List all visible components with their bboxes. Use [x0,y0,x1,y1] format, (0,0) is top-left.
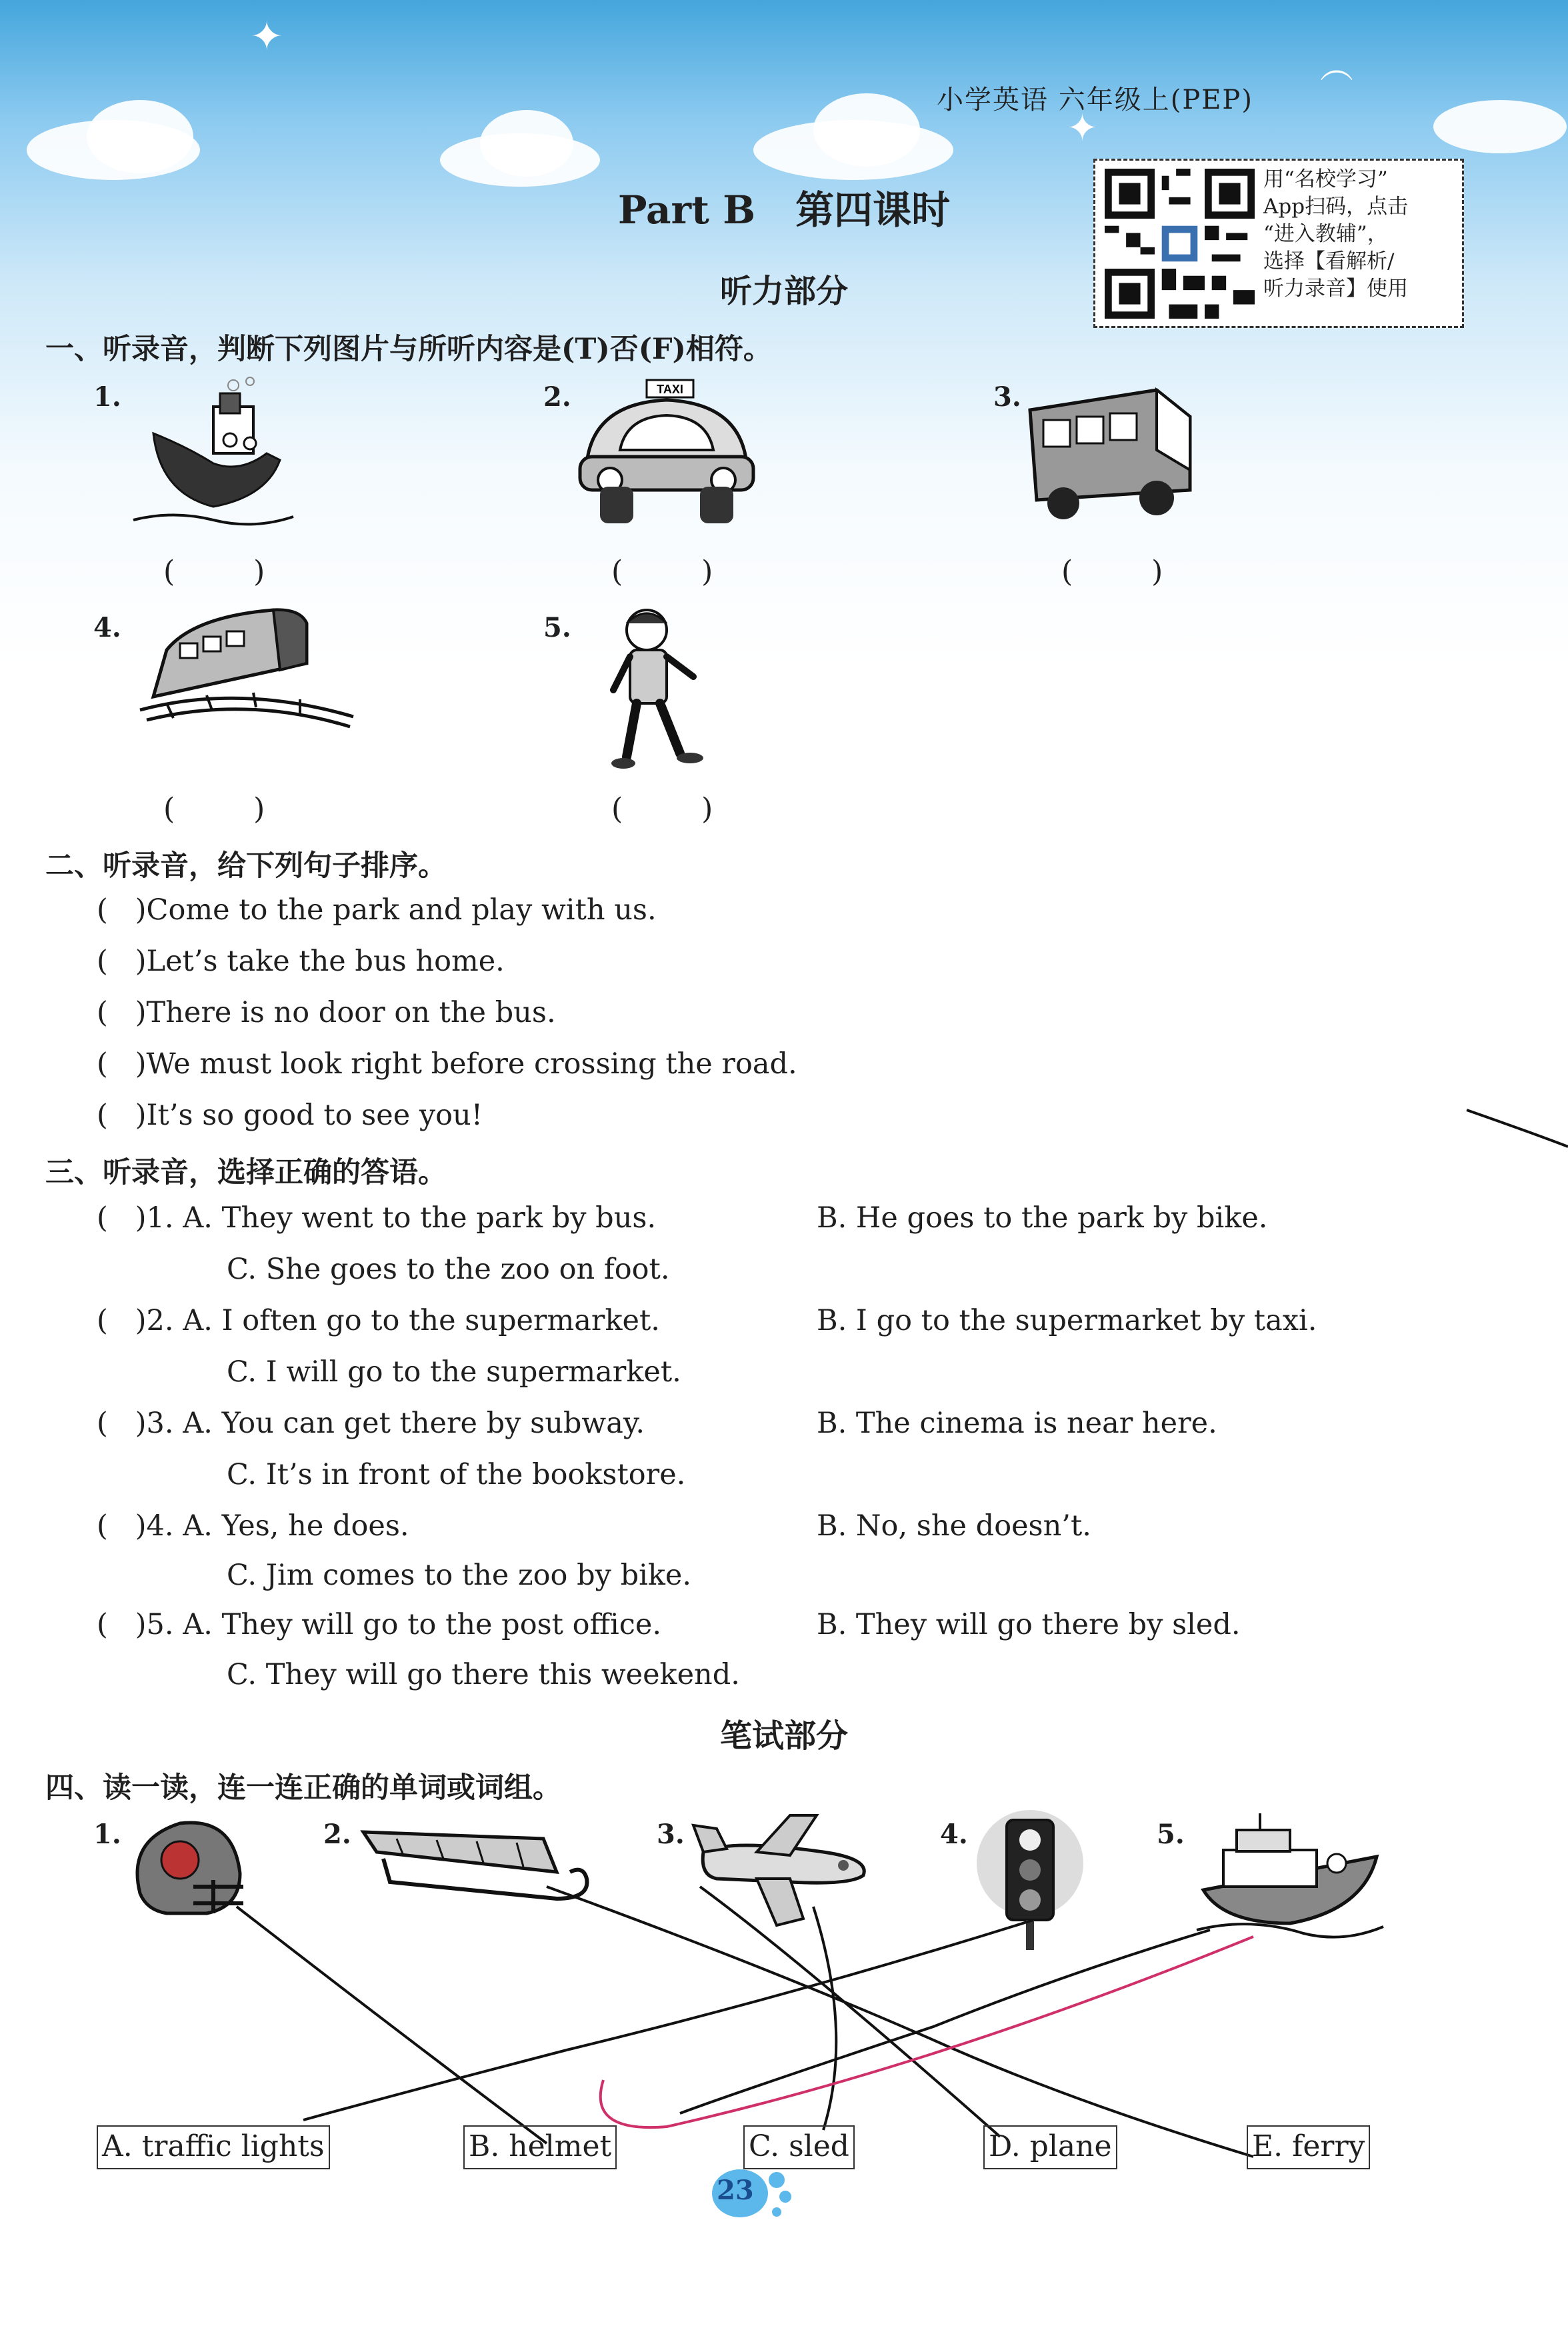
item-number: 2. [543,381,571,413]
section4-heading: 四、读一读，连一连正确的单词或词组。 [45,1771,561,1805]
question-option-a: ( )2. A. I often go to the supermarket. [97,1304,660,1337]
item-number: 1. [93,381,121,413]
title-part: Part B [617,187,756,233]
sparkle-icon: ✦ [250,13,284,60]
section1-heading: 一、听录音，判断下列图片与所听内容是(T)否(F)相符。 [45,333,772,366]
question-option-c: C. I will go to the supermarket. [227,1355,681,1389]
item-number: 3. [657,1819,685,1850]
sentence-line: ( )There is no door on the bus. [97,996,556,1029]
qr-line: App扫码，点击 [1263,195,1409,219]
label-ferry[interactable]: E. ferry [1247,2125,1370,2169]
question-option-a: ( )3. A. You can get there by subway. [97,1407,645,1440]
question-option-a: ( )5. A. They will go to the post office. [97,1608,661,1641]
taxi-sign-text: TAXI [657,383,683,396]
item-number: 1. [93,1819,121,1850]
sparkle-icon: ✦ [1067,107,1098,150]
label-helmet[interactable]: B. helmet [463,2125,617,2169]
book-header: 小学英语 六年级上(PEP) [937,85,1253,115]
question-option-c: C. She goes to the zoo on foot. [227,1253,670,1286]
written-section-title: 笔试部分 [719,1717,848,1755]
item-number: 4. [93,612,121,643]
qr-line: “进入教辅”， [1263,222,1388,246]
qr-line: 选择【看解析/ [1263,249,1395,273]
question-option-b: B. I go to the supermarket by taxi. [817,1304,1317,1337]
section2-heading: 二、听录音，给下列句子排序。 [45,849,447,883]
question-option-b: B. The cinema is near here. [817,1407,1217,1440]
question-option-a: ( )1. A. They went to the park by bus. [97,1201,657,1235]
answer-parentheses[interactable]: ( ) [611,555,748,589]
question-option-a: ( )4. A. Yes, he does. [97,1509,409,1543]
bird-icon: ︵ [1320,47,1353,86]
qr-line: 听力录音】使用 [1263,277,1408,301]
question-option-c: C. They will go there this weekend. [227,1658,740,1691]
answer-parentheses[interactable]: ( ) [163,555,300,589]
item-number: 5. [1157,1819,1185,1850]
question-option-b: B. They will go there by sled. [817,1608,1241,1641]
question-option-b: B. No, she doesn’t. [817,1509,1091,1543]
page-number: 23 [717,2175,754,2206]
item-number: 4. [940,1819,968,1850]
sentence-line: ( )Let’s take the bus home. [97,945,505,978]
item-number: 3. [993,381,1021,413]
question-option-c: C. Jim comes to the zoo by bike. [227,1559,692,1592]
title-lesson: 第四课时 [795,187,951,233]
question-option-b: B. He goes to the park by bike. [817,1201,1268,1235]
sentence-line: ( )Come to the park and play with us. [97,893,657,927]
sentence-line: ( )We must look right before crossing the road. [97,1047,797,1081]
item-number: 2. [323,1819,351,1850]
listening-section-title: 听力部分 [719,273,848,310]
label-sled[interactable]: C. sled [743,2125,855,2169]
question-option-c: C. It’s in front of the bookstore. [227,1458,686,1491]
sentence-line: ( )It’s so good to see you! [97,1099,483,1132]
item-number: 5. [543,612,571,643]
label-plane[interactable]: D. plane [983,2125,1117,2169]
answer-parentheses[interactable]: ( ) [1061,555,1198,589]
answer-parentheses[interactable]: ( ) [611,792,748,826]
section3-heading: 三、听录音，选择正确的答语。 [45,1156,447,1189]
qr-line: 用“名校学习” [1263,167,1388,191]
answer-parentheses[interactable]: ( ) [163,792,300,826]
label-traffic-lights[interactable]: A. traffic lights [97,2125,330,2169]
